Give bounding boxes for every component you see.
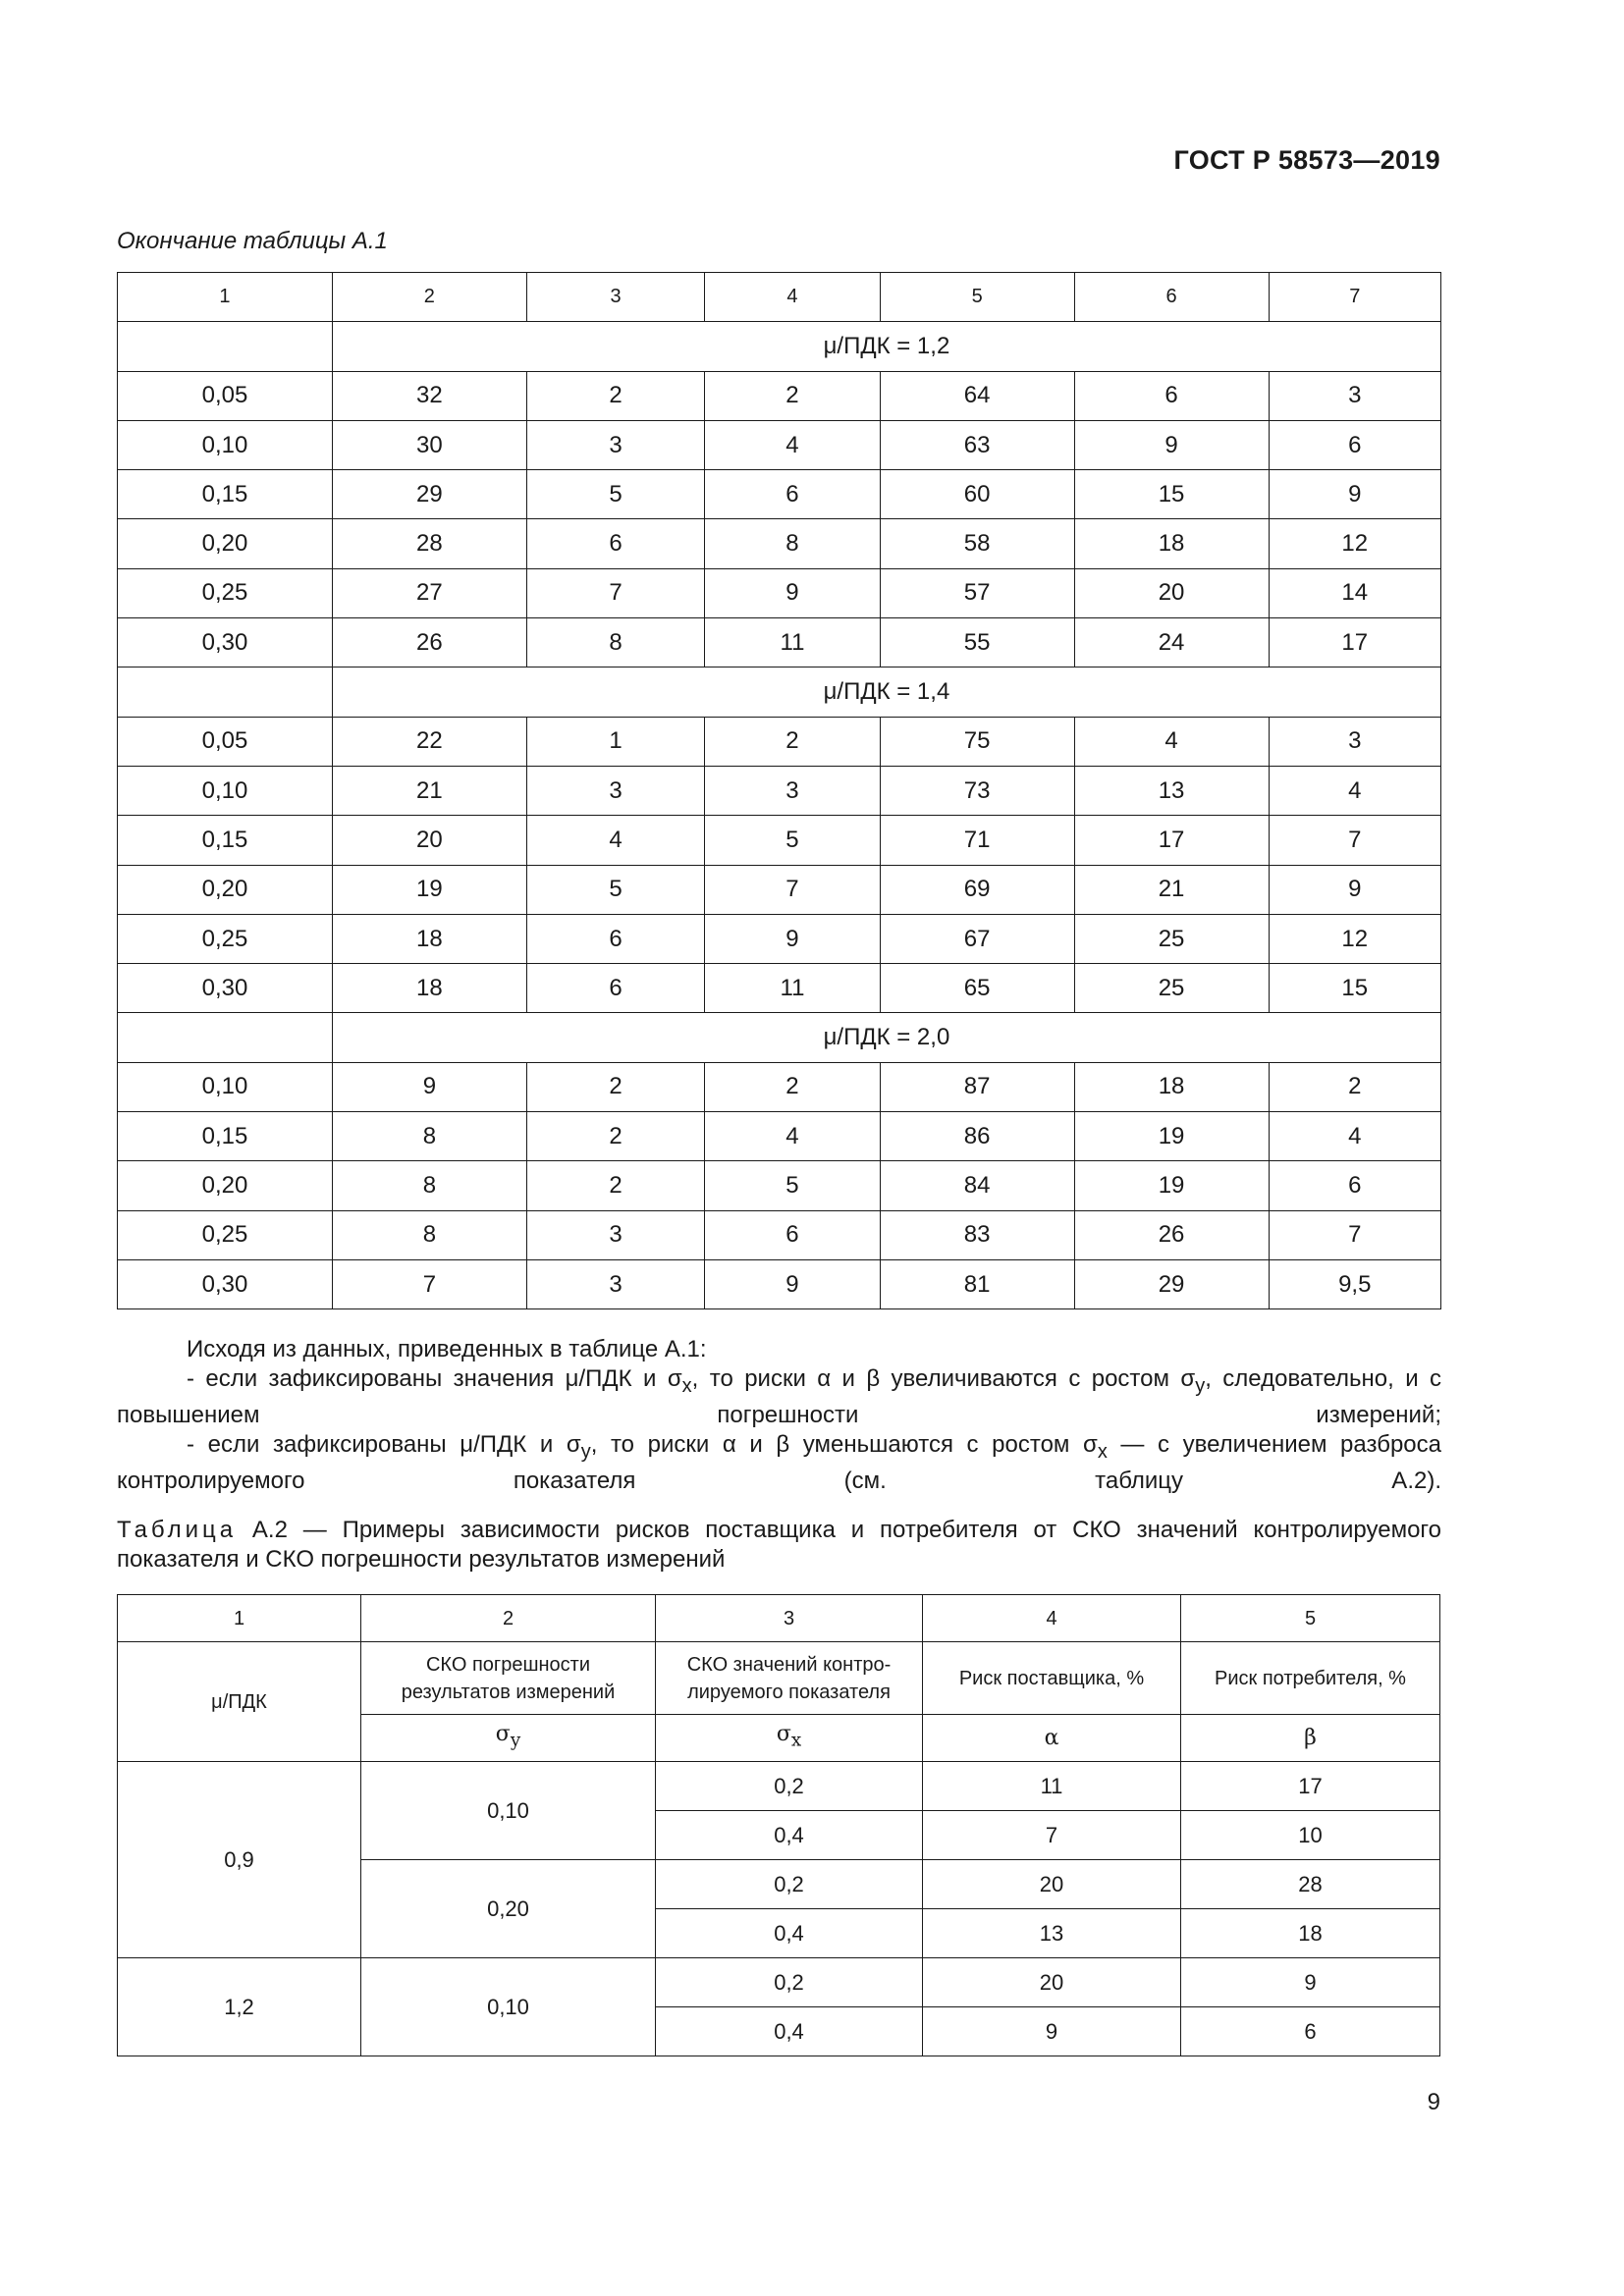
header-mu-pdk: μ/ПДК [118,1642,361,1762]
table-row [118,1062,1441,1111]
group-label: μ/ПДК = 1,4 [332,667,1440,717]
table-cell: 0,20 [118,1161,333,1210]
table-cell: 9 [705,568,880,617]
column-number: 2 [361,1595,656,1642]
header-row [118,1642,1440,1715]
table-cell: 22 [332,717,526,766]
intro-text: Исходя из данных, приведенных в таблице А.1: [187,1336,707,1362]
table-cell: 5 [705,816,880,865]
alpha-cell: 13 [923,1909,1181,1958]
table-cell: 17 [1074,816,1269,865]
sigma-x-cell: 0,2 [656,1762,923,1811]
group-header-row [118,1013,1441,1062]
group-header-row [118,322,1441,371]
table-cell: 75 [880,717,1074,766]
table-cell: 7 [1269,816,1440,865]
sigma-x-cell: 0,4 [656,1909,923,1958]
column-number: 3 [526,273,704,322]
table-cell: 8 [332,1210,526,1259]
beta-cell: 10 [1181,1811,1440,1860]
table-row [118,470,1441,519]
header-supplier-risk: Риск поставщика, % [923,1642,1181,1715]
table-cell: 65 [880,964,1074,1013]
table-cell: 6 [705,1210,880,1259]
table-cell: 81 [880,1259,1074,1308]
table-cell: 11 [705,618,880,667]
column-number: 5 [880,273,1074,322]
list-item: - если зафиксированы μ/ПДК и $\sigma_y$, то риски α и β уменьшаются с ростом $\sigma_x$ — с увеличением разброса контролируемого показателя (см. таблицу А.2). [117,1430,1441,1494]
table-cell: 6 [1269,1161,1440,1210]
column-number: 1 [118,273,333,322]
table-cell: 2 [705,1062,880,1111]
table-cell: 63 [880,420,1074,469]
table-row [118,519,1441,568]
table-cell: 3 [526,1259,704,1308]
table-cell: 0,15 [118,1112,333,1161]
mu-pdk-cell: 1,2 [118,1958,361,2056]
table-cell: 6 [1269,420,1440,469]
group-header-row [118,667,1441,717]
table-cell: 3 [526,1210,704,1259]
group-label: μ/ПДК = 2,0 [332,1013,1440,1062]
table-cell: 12 [1269,914,1440,963]
alpha-cell: 7 [923,1811,1181,1860]
table-cell: 8 [705,519,880,568]
table-cell: 18 [332,964,526,1013]
table-cell: 0,20 [118,519,333,568]
table-cell: 7 [332,1259,526,1308]
table-row [118,420,1441,469]
header-sko-controlled-values: СКО значений контро-лируемого показателя [656,1642,923,1715]
table-cell: 3 [1269,717,1440,766]
table-cell: 28 [332,519,526,568]
table-cell: 20 [332,816,526,865]
column-number: 4 [705,273,880,322]
table-cell: 3 [705,766,880,815]
table-cell: 0,25 [118,568,333,617]
table-cell: 2 [526,1062,704,1111]
beta-cell: 17 [1181,1762,1440,1811]
table-cell: 20 [1074,568,1269,617]
table-cell: 73 [880,766,1074,815]
table-cell: 27 [332,568,526,617]
table-cell: 13 [1074,766,1269,815]
table-cell: 0,30 [118,964,333,1013]
column-number: 7 [1269,273,1440,322]
symbol-beta: β [1181,1715,1440,1762]
header-consumer-risk: Риск потребителя, % [1181,1642,1440,1715]
column-number-row [118,273,1441,322]
table-cell: 5 [526,470,704,519]
table-row [118,865,1441,914]
table-row [118,717,1441,766]
table-row [118,1762,1440,1811]
table-cell: 21 [1074,865,1269,914]
standard-code: ГОСТ Р 58573—2019 [1173,145,1440,175]
column-number: 5 [1181,1595,1440,1642]
table-cell: 87 [880,1062,1074,1111]
table-cell: 6 [1074,371,1269,420]
table-cell: 4 [526,816,704,865]
table-cell: 57 [880,568,1074,617]
empty-cell [118,322,333,371]
table-cell: 7 [526,568,704,617]
table-cell: 6 [526,519,704,568]
table-row [118,914,1441,963]
group-label: μ/ПДК = 1,2 [332,322,1440,371]
table-cell: 2 [526,1161,704,1210]
table-cell: 0,25 [118,914,333,963]
sigma-x-cell: 0,2 [656,1958,923,2007]
table-cell: 7 [1269,1210,1440,1259]
table-cell: 1 [526,717,704,766]
table-cell: 25 [1074,964,1269,1013]
table-row [118,1112,1441,1161]
table-cell: 3 [526,766,704,815]
table-cell: 60 [880,470,1074,519]
table-cell: 8 [332,1112,526,1161]
table-a2-caption: Таблица А.2 — Примеры зависимости рисков поставщика и потребителя от СКО значений контролируемого показателя и СКО погрешности результатов измерений [117,1517,1441,1573]
table-cell: 0,10 [118,420,333,469]
table-cell: 4 [1269,1112,1440,1161]
table-row [118,1210,1441,1259]
sigma-y-cell: 0,20 [361,1860,656,1958]
table-row [118,816,1441,865]
table-cell: 19 [332,865,526,914]
empty-cell [118,1013,333,1062]
table-cell: 83 [880,1210,1074,1259]
column-number: 3 [656,1595,923,1642]
table-row [118,1958,1440,2007]
table-row [118,1259,1441,1308]
table-row [118,964,1441,1013]
alpha-cell: 11 [923,1762,1181,1811]
table-row [118,766,1441,815]
table-a2 [117,1594,1440,2056]
table-cell: 2 [526,1112,704,1161]
table-cell: 21 [332,766,526,815]
table-row [118,371,1441,420]
table-cell: 0,20 [118,865,333,914]
column-number: 6 [1074,273,1269,322]
table-cell: 0,25 [118,1210,333,1259]
table-cell: 58 [880,519,1074,568]
table-cell: 9 [1269,470,1440,519]
table-cell: 71 [880,816,1074,865]
empty-cell [118,667,333,717]
table-cell: 15 [1074,470,1269,519]
table-cell: 0,05 [118,717,333,766]
column-number-row [118,1595,1440,1642]
table-cell: 26 [332,618,526,667]
table-cell: 18 [332,914,526,963]
table-cell: 9 [1269,865,1440,914]
table-cell: 8 [526,618,704,667]
table-cell: 8 [332,1161,526,1210]
beta-cell: 9 [1181,1958,1440,2007]
mu-pdk-cell: 0,9 [118,1762,361,1958]
table-cell: 17 [1269,618,1440,667]
table-cell: 0,05 [118,371,333,420]
table-cell: 2 [705,371,880,420]
symbol-alpha: α [923,1715,1181,1762]
table-cell: 19 [1074,1161,1269,1210]
table-row [118,618,1441,667]
table-cell: 14 [1269,568,1440,617]
table-cell: 69 [880,865,1074,914]
table-cell: 55 [880,618,1074,667]
table-cell: 9 [705,1259,880,1308]
table-cell: 0,10 [118,766,333,815]
sigma-x-cell: 0,2 [656,1860,923,1909]
table-cell: 9 [705,914,880,963]
beta-cell: 6 [1181,2007,1440,2056]
alpha-cell: 20 [923,1958,1181,2007]
table-cell: 3 [526,420,704,469]
symbol-sigma-x: $\sigma_x$ [656,1715,923,1762]
page-number: 9 [1427,2089,1440,2115]
table-cell: 9,5 [1269,1259,1440,1308]
column-number: 4 [923,1595,1181,1642]
table-cell: 29 [332,470,526,519]
table-cell: 6 [526,964,704,1013]
table-a1 [117,272,1441,1309]
table-cell: 6 [526,914,704,963]
table-cell: 84 [880,1161,1074,1210]
table-cell: 0,10 [118,1062,333,1111]
table-cell: 3 [1269,371,1440,420]
sigma-y-cell: 0,10 [361,1958,656,2056]
table-cell: 4 [1269,766,1440,815]
table-cell: 25 [1074,914,1269,963]
table-cell: 7 [705,865,880,914]
table-cell: 4 [705,420,880,469]
table-cell: 6 [705,470,880,519]
table-cell: 0,15 [118,470,333,519]
alpha-cell: 9 [923,2007,1181,2056]
column-number: 2 [332,273,526,322]
table-cell: 18 [1074,519,1269,568]
table-cell: 67 [880,914,1074,963]
sigma-y-cell: 0,10 [361,1762,656,1860]
body-paragraph [117,1335,1441,1496]
table-cell: 0,15 [118,816,333,865]
table-cell: 4 [1074,717,1269,766]
table-cell: 0,30 [118,1259,333,1308]
table-cell: 29 [1074,1259,1269,1308]
list-item: - если зафиксированы значения μ/ПДК и $\sigma_x$, то риски α и β увеличиваются с ростом $\sigma_y$, следовательно, и с повышением погрешности измерений; [117,1365,1442,1428]
table-cell: 4 [705,1112,880,1161]
alpha-cell: 20 [923,1860,1181,1909]
table-cell: 86 [880,1112,1074,1161]
sigma-x-cell: 0,4 [656,2007,923,2056]
table-cell: 0,30 [118,618,333,667]
beta-cell: 18 [1181,1909,1440,1958]
table-cell: 64 [880,371,1074,420]
table-cell: 18 [1074,1062,1269,1111]
table-cell: 5 [705,1161,880,1210]
column-number: 1 [118,1595,361,1642]
table-cell: 24 [1074,618,1269,667]
sigma-x-cell: 0,4 [656,1811,923,1860]
table-cell: 19 [1074,1112,1269,1161]
table-cell: 2 [705,717,880,766]
table-row [118,1161,1441,1210]
table-cell: 32 [332,371,526,420]
table-cell: 2 [526,371,704,420]
table-a1-caption: Окончание таблицы А.1 [117,228,388,254]
beta-cell: 28 [1181,1860,1440,1909]
symbol-sigma-y: $\sigma_y$ [361,1715,656,1762]
table-row [118,568,1441,617]
table-cell: 30 [332,420,526,469]
table-cell: 26 [1074,1210,1269,1259]
table-cell: 11 [705,964,880,1013]
table-cell: 15 [1269,964,1440,1013]
table-cell: 12 [1269,519,1440,568]
table-cell: 9 [1074,420,1269,469]
header-sko-measurement-error: СКО погрешности результатов измерений [361,1642,656,1715]
table-cell: 9 [332,1062,526,1111]
table-cell: 2 [1269,1062,1440,1111]
table-cell: 5 [526,865,704,914]
